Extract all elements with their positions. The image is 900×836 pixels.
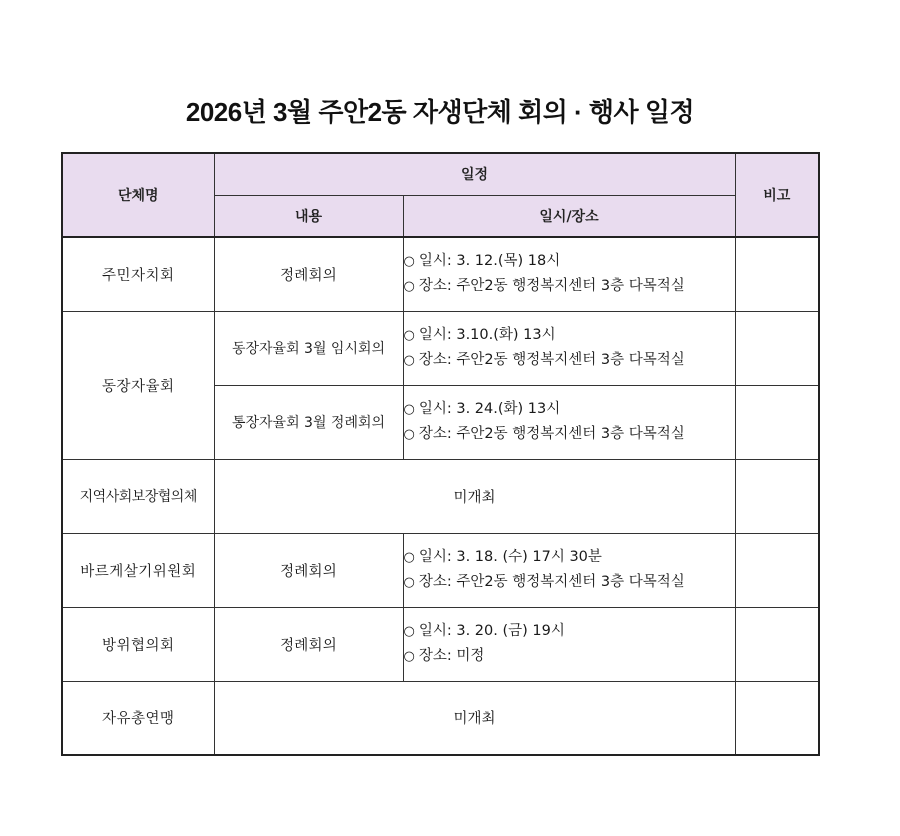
datetime-text: 일시: 3.10.(화) 13시: [418, 327, 556, 343]
circle-bullet-icon: ○: [403, 279, 415, 295]
remarks-cell: [735, 385, 819, 459]
header-org: 단체명: [62, 153, 214, 237]
header-datetime-place: 일시/장소: [403, 195, 735, 237]
datetime-text: 일시: 3. 24.(화) 13시: [418, 401, 561, 417]
place-text: 장소: 주안2동 행정복지센터 3층 다목적실: [418, 352, 685, 368]
event-content: 정례회의: [214, 237, 403, 311]
place-text: 장소: 미정: [418, 648, 485, 664]
org-name: 주민자치회: [62, 237, 214, 311]
circle-bullet-icon: ○: [403, 550, 415, 565]
datetime-line: [404, 249, 735, 274]
not-held-note: 미개최: [214, 459, 735, 533]
place-line: [404, 422, 735, 447]
circle-bullet-icon: ○: [403, 328, 415, 343]
page-title: 2026년 3월 주안2동 자생단체 회의 · 행사 일정: [185, 97, 695, 127]
event-content: 통장자율회 3월 정례회의: [214, 385, 403, 459]
table-row: [62, 533, 819, 607]
header-remarks: 비고: [735, 153, 819, 237]
event-content: 정례회의: [214, 533, 403, 607]
datetime-line: [404, 397, 735, 422]
datetime-text: 일시: 3. 18. (수) 17시 30분: [418, 549, 602, 565]
place-line: [404, 348, 735, 373]
place-text: 장소: 주안2동 행정복지센터 3층 다목적실: [418, 574, 685, 590]
org-name: 바르게살기위원회: [62, 533, 214, 607]
datetime-line: [404, 619, 735, 644]
circle-bullet-icon: ○: [403, 575, 415, 590]
remarks-cell: [735, 607, 819, 681]
datetime-line: [404, 545, 735, 570]
org-name: 방위협의회: [62, 607, 214, 681]
circle-bullet-icon: ○: [403, 353, 415, 368]
circle-bullet-icon: ○: [403, 254, 415, 270]
place-text: 장소: 주안2동 행정복지센터 3층 다목적실: [418, 278, 685, 295]
remarks-cell: [735, 237, 819, 311]
header-schedule: 일정: [214, 153, 735, 195]
circle-bullet-icon: ○: [403, 649, 415, 664]
event-content: 정례회의: [214, 607, 403, 681]
table-row: [62, 311, 819, 385]
table-row: [62, 459, 819, 533]
place-line: [404, 644, 735, 669]
event-detail: [403, 385, 735, 459]
table-row: [62, 237, 819, 311]
circle-bullet-icon: ○: [403, 427, 415, 442]
place-line: [404, 570, 735, 595]
remarks-cell: [735, 681, 819, 755]
remarks-cell: [735, 311, 819, 385]
event-detail: [403, 607, 735, 681]
event-content: 동장자율회 3월 임시회의: [214, 311, 403, 385]
header-content: 내용: [214, 195, 403, 237]
org-name: 자유총연맹: [62, 681, 214, 755]
datetime-text: 일시: 3. 12.(목) 18시: [418, 253, 561, 270]
circle-bullet-icon: ○: [403, 624, 415, 639]
schedule-table: [61, 152, 820, 756]
event-detail: [403, 533, 735, 607]
org-name: 지역사회보장협의체: [62, 459, 214, 533]
place-text: 장소: 주안2동 행정복지센터 3층 다목적실: [418, 426, 685, 442]
remarks-cell: [735, 533, 819, 607]
table-row: [62, 681, 819, 755]
event-detail: [403, 311, 735, 385]
table-header: [62, 153, 819, 237]
org-name: 동장자율회: [62, 311, 214, 459]
table-row: [62, 607, 819, 681]
event-detail: [403, 237, 735, 311]
datetime-text: 일시: 3. 20. (금) 19시: [418, 623, 565, 639]
not-held-note: 미개최: [214, 681, 735, 755]
place-line: [404, 274, 735, 299]
circle-bullet-icon: ○: [403, 402, 415, 417]
datetime-line: [404, 323, 735, 348]
remarks-cell: [735, 459, 819, 533]
